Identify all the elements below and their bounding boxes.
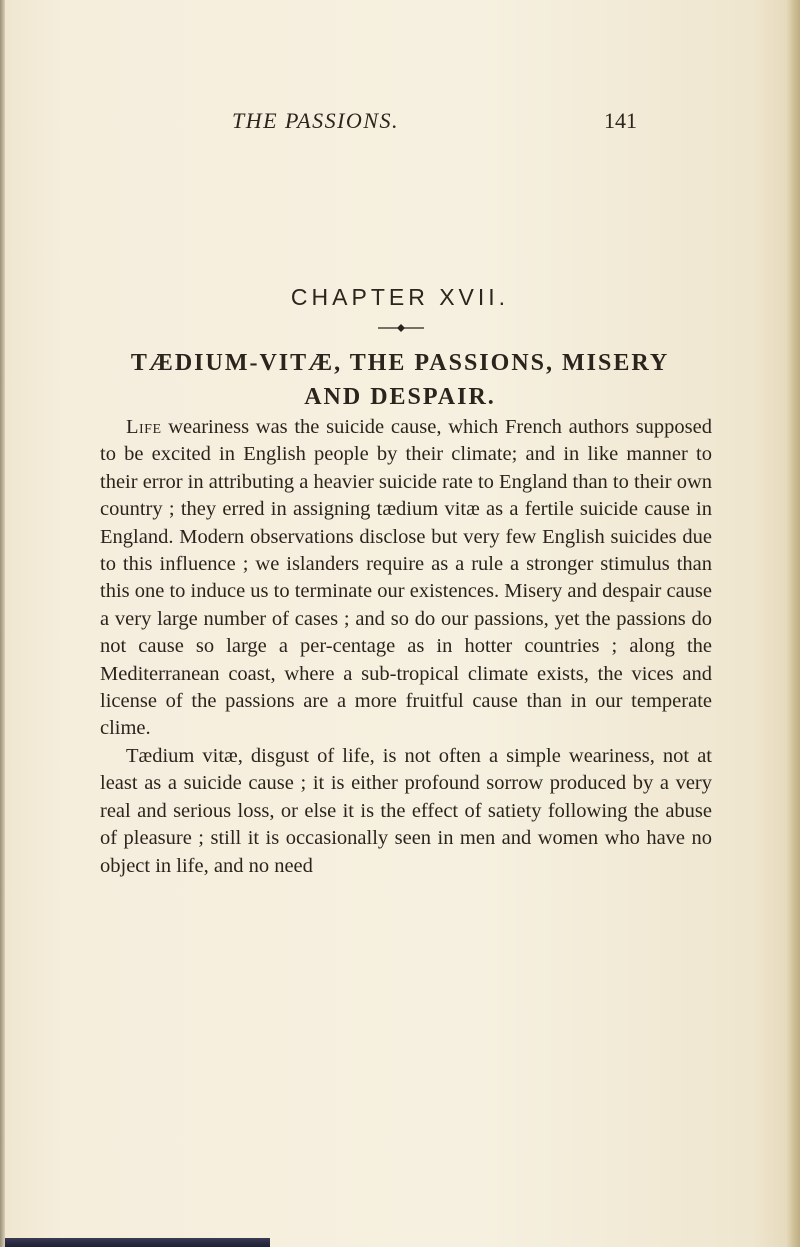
- paragraph-2: Tædium vitæ, disgust of life, is not often a simple weariness, not at least as a suicide cause ; it is either profound sorrow produced by a very real and serious loss, or else it is the effect of satiety following the abuse of pleasure ; still it is occasionally seen in men and women who have no object in life, and no need: [100, 744, 712, 877]
- section-title-line-2: AND DESPAIR.: [304, 384, 496, 410]
- page-fore-edge: [786, 0, 800, 1247]
- diamond-rule-icon: [378, 323, 424, 333]
- running-head: [0, 108, 800, 138]
- section-title-line-1: TÆDIUM-VITÆ, THE PASSIONS, MISERY: [130, 350, 670, 376]
- page-number: 141: [604, 108, 637, 133]
- chapter-heading: CHAPTER XVII.: [290, 284, 510, 310]
- section-title: [0, 346, 800, 414]
- paragraph-1-lead-word: Life: [126, 416, 162, 438]
- paragraph-1: [100, 414, 712, 743]
- running-title: THE PASSIONS.: [232, 108, 399, 133]
- bottom-edge-shadow: [5, 1238, 270, 1247]
- paragraph-1-text: weariness was the suicide cause, which French authors supposed to be excited in English people by their climate; and in like manner to their error in attributing a heavier suicide rate to England than to their own country ; they erred in assigning tædium vitæ as a fertile suicide cause in England. Modern observations disclose but very few English suicides due to this influence ; we islanders require as a rule a stronger stimulus than this one to induce us to terminate our existences. Misery and despair cause a very large number of cases ; and so do our passions, yet the passions do not cause so large a per-centage as in hotter countries ; along the Mediterranean coast, where a sub-tropical climate exists, the vices and license of the passions are a more fruitful cause than in our temperate clime.: [100, 416, 712, 740]
- body-text: [100, 414, 712, 880]
- page-binding-edge: [0, 0, 5, 1247]
